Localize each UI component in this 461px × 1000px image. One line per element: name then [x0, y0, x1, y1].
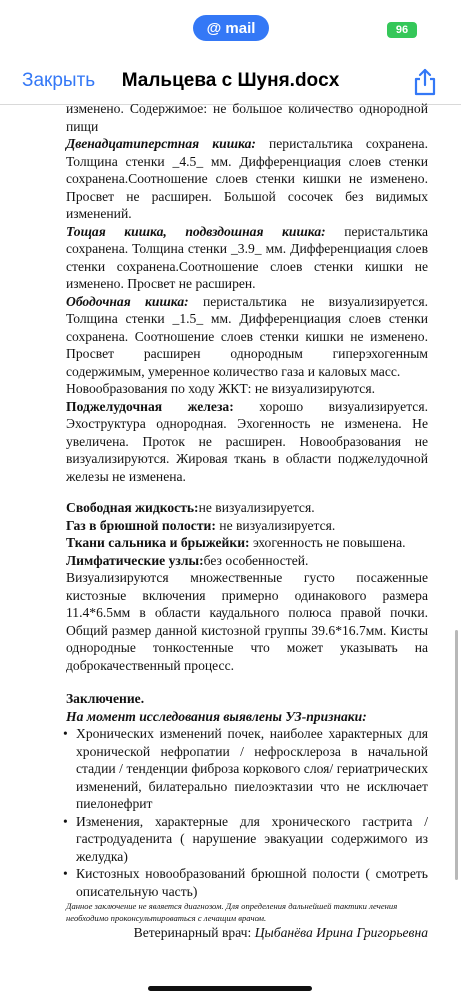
navigation-bar — [0, 58, 461, 105]
text-pancreas: хорошо визуализируется. Эхоструктура однородная. Эхогенность не изменена. Не увеличена. Проток не расширен. Новообразования не визуализируются. Жировая ткань в области поджелудочной железы не изменена. — [66, 398, 428, 484]
home-indicator[interactable] — [148, 986, 312, 991]
list-item — [63, 865, 428, 900]
text-gas: не визуализируется. — [215, 517, 336, 533]
battery-indicator: 96 — [387, 22, 417, 38]
heading-free-fluid: Свободная жидкость: — [66, 500, 199, 515]
document-body — [63, 100, 428, 942]
list-item — [63, 725, 428, 813]
list-item-text: Изменения, характерные для хронического гастрита / гастродуаденита ( нарушение эвакуации содержимого из желудка) — [76, 813, 428, 864]
paragraph-omentum — [66, 534, 428, 552]
paragraph-lymph-nodes — [66, 552, 428, 570]
paragraph-cysts: Визуализируются множественные густо посаженные кистозные включения примерно одинакового размера 11.4*6.5мм в области каудального полюса правой почки. Общий размер данной кистозной группы 39.6*16.7мм. Кисты однородные тонкостенные что может указывать на доброкачественный процесс. — [66, 570, 428, 673]
disclaimer-note: Данное заключение не является диагнозом. Для определения дальнейшей тактики лечения необходимо проконсультироваться с лечащим врачом. — [66, 901, 398, 923]
list-item-text: Кистозных новообразований брюшной полости ( смотреть описательную часть) — [76, 866, 428, 899]
paragraph-stomach-content: изменено. Содержимое: не большое количество однородной пищи — [66, 101, 428, 134]
text-omentum: эхогенность не повышена. — [249, 535, 406, 550]
paragraph-colon — [66, 293, 428, 381]
text-free-fluid: не визуализируется. — [198, 500, 315, 515]
signature-name: Цыбанёва Ирина Григорьевна — [254, 925, 428, 940]
paragraph-pancreas — [66, 398, 428, 486]
signature-label: Ветеринарный врач: — [133, 925, 255, 940]
heading-pancreas: Поджелудочная железа: — [66, 398, 234, 414]
list-item-text: Хронических изменений почек, наиболее характерных для хронической нефропатии / нефросклероза в начальной стадии / тенденции фиброза коркового слоя/ гериатрических изменений, билатерально пиелоэктазии что не исключает пиелонефрит — [76, 726, 428, 811]
paragraph-free-fluid — [66, 499, 428, 517]
heading-gas: Газ в брюшной полости: — [66, 517, 216, 533]
close-button[interactable]: Закрыть — [22, 70, 96, 91]
mail-app-indicator[interactable]: @ mail — [193, 15, 269, 41]
conclusion-subheading: На момент исследования выявлены УЗ-признаки: — [66, 708, 367, 724]
heading-lymph-nodes: Лимфатические узлы: — [66, 552, 204, 568]
text-colon: перистальтика не визуализируется. Толщина стенки _1.5_ мм. Дифференциация слоев стенки сохранена. Соотношение слоев стенки кишки не изменено. Просвет расширен однородным гиперэхогенным содержимым, умеренное количество газа и каловых масс. — [66, 293, 428, 379]
conclusion-heading: Заключение. — [66, 691, 145, 706]
heading-colon: Ободочная кишка: — [66, 293, 189, 309]
paragraph-jejunum — [66, 223, 428, 293]
document-title: Мальцева с Шуня.docx — [121, 70, 340, 91]
list-item — [63, 813, 428, 866]
bullet-glyph: • — [63, 866, 68, 881]
heading-duodenum: Двенадцатиперстная кишка: — [66, 136, 256, 151]
paragraph-gas — [66, 517, 428, 535]
text-jejunum: перистальтика сохранена. Толщина стенки _3.9_ мм. Дифференциация слоев стенки сохранена.Соотношение слоев стенки кишки не изменено. Просвет не расширен. — [66, 223, 428, 291]
scrollbar[interactable] — [455, 630, 458, 880]
bullet-glyph: • — [63, 726, 68, 741]
heading-jejunum: Тощая кишка, подвздошная кишка: — [66, 223, 326, 239]
text-duodenum: перистальтика сохранена. Толщина стенки _4.5_ мм. Дифференциация слоев стенки сохранена.Соотношение слоев стенки кишки не изменено. Просвет не расширен. Большой сосочек без видимых изменений. — [66, 136, 428, 221]
status-bar — [0, 0, 461, 50]
paragraph-duodenum — [66, 135, 428, 223]
signature-line — [66, 924, 428, 942]
heading-omentum: Ткани сальника и брыжейки: — [66, 535, 250, 550]
bullet-glyph: • — [63, 813, 68, 829]
share-icon[interactable] — [412, 68, 438, 96]
paragraph-neoplasms: Новообразования по ходу ЖКТ: не визуализируются. — [66, 381, 375, 396]
text-lymph-nodes: без особенностей. — [203, 552, 309, 568]
conclusion-list — [63, 725, 428, 900]
